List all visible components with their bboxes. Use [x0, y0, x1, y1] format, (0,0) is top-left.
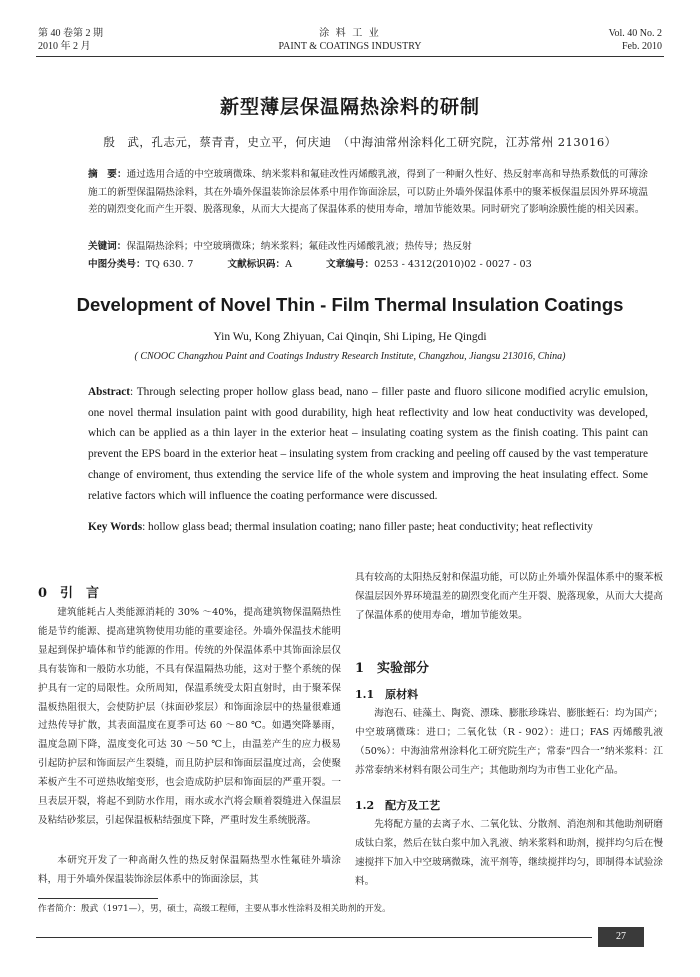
header-rule [36, 56, 664, 57]
en-authors: Yin Wu, Kong Zhiyuan, Cai Qinqin, Shi Liping, He Qingdi [213, 331, 487, 343]
section-1-2-text: 先将配方量的去离子水、二氧化钛、分散剂、消泡剂和其他助剂研磨成钛白浆，然后在钛白浆中加入乳液、纳米浆料和助剂，搅拌均匀后在慢速搅拌下加入中空玻璃微珠，流平剂等，继续搅拌均匀，即制得本试验涂料。 [355, 819, 663, 887]
en-abstract-text: : Through selecting proper hollow glass bead, nano – filler paste and fluoro silicone modified acrylic emulsion, one novel thermal insulation paint with good durability, high heat reflectivity and low heat conductivity was developed, which can be applied as a thin layer in the exterior heat – insulating coating system as the finish coating. This paint can prevent the EPS board in the exterior heat – insulating system from cracking and peeling off caused by the vast temperature change of enviroment, thus extending the service life of the whole system and improving the heat insulating effect. Some relative factors which will influence the coating performance were discussed. [88, 386, 648, 502]
footnote-rule [38, 898, 158, 899]
en-affiliation: ( CNOOC Changzhou Paint and Coatings Industry Research Institute, Changzhou, Jiangsu 213016, China) [134, 351, 566, 362]
cn-classification [88, 256, 660, 273]
section-1-1-heading: 1.1 原材料 [355, 688, 419, 701]
cn-abstract-text: 通过选用合适的中空玻璃微珠、纳米浆料和氟硅改性丙烯酸乳液，得到了一种耐久性好、热反射率高和导热系数低的可薄涂施工的新型保温隔热涂料，其在外墙外保温装饰涂层体系中用作饰面涂层，可以防止外墙外保温体系中的聚苯板保温层因外界环境温差的剧烈变化而产生开裂、脱落现象，从而大大提高了保温体系的使用寿命，增加节能效果。同时研究了影响涂膜性能的相关因素。 [88, 169, 648, 216]
en-keywords-text: : hollow glass bead; thermal insulation coating; nano filler paste; heat conductivity; heat reflectivity [142, 521, 593, 533]
doc-code-value: A [285, 259, 293, 270]
cn-title: 新型薄层保温隔热涂料的研制 [219, 96, 480, 118]
cn-abstract [88, 166, 648, 219]
cn-keywords-text: 保温隔热涂料；中空玻璃微珠；纳米浆料；氟硅改性丙烯酸乳液；热传导；热反射 [126, 241, 472, 252]
en-keywords [88, 517, 648, 538]
journal-volume-en: Vol. 40 No. 2 Feb. 2010 [608, 28, 662, 52]
en-abstract-label: Abstract [88, 386, 131, 398]
section-1-2-heading: 1.2 配方及工艺 [355, 799, 441, 812]
cn-keywords [88, 238, 660, 255]
article-no-label: 文章编号： [326, 259, 375, 270]
section-0-paragraph-2: 本研究开发了一种高耐久性的热反射保温隔热型水性氟硅外墙涂料，用于外墙外保温装饰涂层体系中的饰面涂层，其 [38, 855, 341, 885]
section-0-paragraph-1: 建筑能耗占人类能源消耗的 30% ～40%，提高建筑物保温隔热性能是节约能源、提高建筑物使用功能的重要途径。外墙外保温技术能明显起到保护墙体和节约能源的作用。传统的外保温体系中其饰面涂层仅具有装饰和一般防水功能，不具有保温隔热功能，这对于整个系统的保护具有一定的局限性。众所周知，保温系统受太阳直射时，由于聚苯保温板热阻很大，会使防护层（抹面砂浆层）和饰面涂层中的热量很难通过热传导扩散，其表面温度在夏季可达 60 ～80 ℃。如遇突降暴雨，温度急剧下降，温度变化可达 30 ～50 ℃上，由温差产生的应力极易引起防护层和饰面层产生裂缝，而且防护层和饰面层温度过高，会使聚苯板产生不可逆热收缩变形，也会造成防护层和饰面层的严重开裂。一旦表层开裂，将起不到防水作用，雨水或水汽将会顺着裂缝进入保温层及粘结砂浆层，引起保温板粘结强度下降，严重时发生系统脱落。 [38, 607, 341, 826]
journal-volume-cn: 第 40 卷第 2 期 2010 年 2 月 [38, 28, 103, 52]
article-no-value: 0253 - 4312(2010)02 - 0027 - 03 [374, 259, 532, 270]
journal-name: 涂 料 工 业 PAINT & COATINGS INDUSTRY [278, 28, 422, 52]
section-0-heading: 0 引 言 [38, 586, 100, 601]
section-1-1-text: 海泡石、硅藻土、陶瓷、漂珠、膨胀珍珠岩、膨胀蛭石：均为国产；中空玻璃微珠：进口；二氧化钛（R - 902）：进口；FAS 丙烯酸乳液（50%）：中海油常州涂料化工研究院生产；常泰“四合一”纳米浆料：江苏常泰纳米材料有限公司生产；其他助剂均为市售工业化产品。 [355, 708, 663, 776]
cn-authors: 殷 武，孔志元，蔡青青，史立平，何庆迪 （中海油常州涂料化工研究院，江苏常州 213016） [103, 135, 617, 149]
clc-value: TQ 630. 7 [145, 259, 194, 270]
section-1-heading: 1 实验部分 [355, 661, 430, 676]
page-number: 27 [598, 927, 644, 947]
en-abstract [88, 382, 648, 506]
right-column-continuation: 具有较高的太阳热反射和保温功能，可以防止外墙外保温体系中的聚苯板保温层因外界环境温差的剧烈变化而产生开裂、脱落现象，从而大大提高了保温体系的使用寿命，增加节能效果。 [355, 572, 663, 621]
doc-code-label: 文献标识码： [227, 259, 286, 270]
en-title: Development of Novel Thin - Film Thermal Insulation Coatings [76, 294, 624, 315]
cn-keywords-label: 关键词： [88, 241, 127, 252]
en-keywords-label: Key Words [88, 521, 143, 533]
cn-abstract-label: 摘 要： [88, 169, 127, 180]
footer-rule [36, 937, 592, 938]
clc-label: 中图分类号： [88, 259, 146, 270]
author-footnote: 作者简介：殷武（1971—），男，硕士，高级工程师，主要从事水性涂料及相关助剂的开发。 [38, 904, 391, 914]
